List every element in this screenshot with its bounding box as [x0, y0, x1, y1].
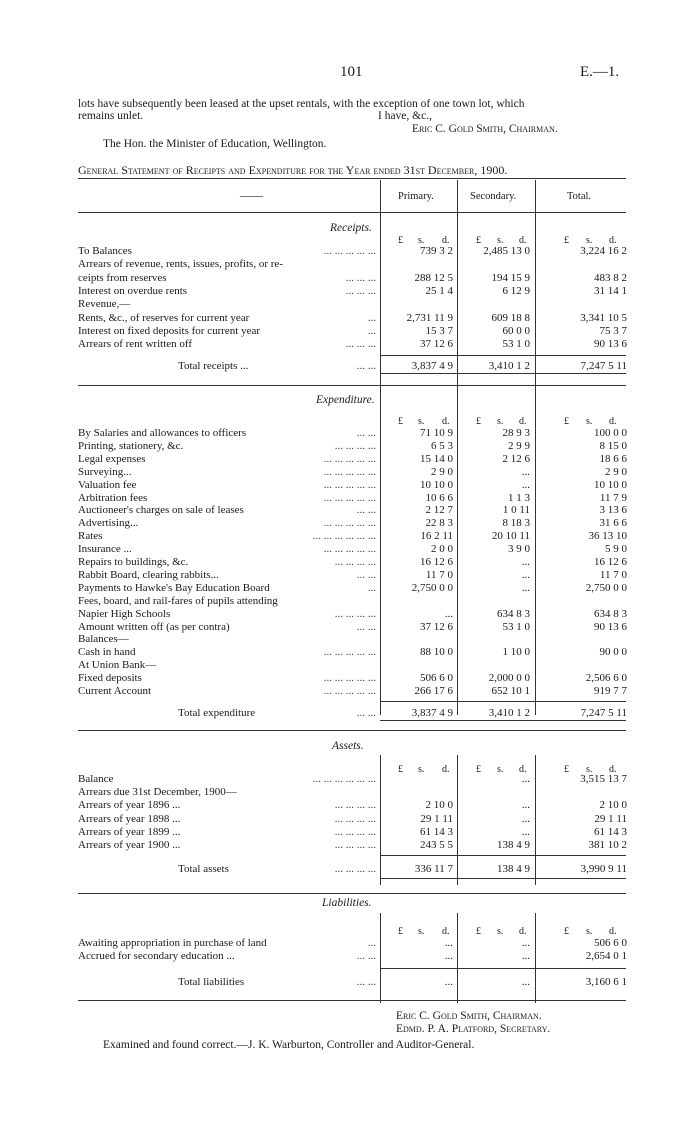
secondary-amount: 60 0 0	[502, 324, 530, 337]
total-amount: 90 13 6	[594, 338, 627, 351]
total-amount: 90 0 0	[599, 646, 627, 659]
statement-title: General Statement of Receipts and Expenditure for the Year ended 31st December, 1900.	[78, 163, 508, 177]
row-label: Revenue,—	[78, 298, 131, 311]
currency-unit-label: d.	[609, 416, 617, 427]
currency-unit-label: s.	[418, 764, 425, 775]
leader-dots: ... ... ... ... ...	[323, 685, 376, 697]
leader-dots: ... ... ... ...	[334, 863, 376, 875]
total-amount: 3,990 9 11	[580, 863, 627, 875]
row-label: Rents, &c., of reserves for current year	[78, 311, 250, 324]
total-amount: 18 6 6	[599, 452, 627, 465]
table-row	[0, 646, 700, 658]
column-header-secondary: Secondary.	[470, 191, 517, 202]
primary-amount: ...	[444, 607, 453, 620]
row-label: Rabbit Board, clearing rabbits...	[78, 568, 219, 581]
secondary-amount: 3,410 1 2	[488, 360, 530, 372]
leader-dots: ... ...	[356, 427, 376, 439]
document-reference: E.—1.	[580, 64, 620, 80]
table-row	[0, 543, 700, 555]
leader-dots: ... ...	[356, 568, 376, 581]
liabilities-top-rule	[78, 893, 626, 894]
expenditure-heading: Expenditure.	[316, 394, 375, 406]
table-row	[0, 659, 700, 671]
primary-amount: 71 10 9	[420, 427, 453, 439]
table-row	[0, 530, 700, 542]
primary-amount: ...	[444, 937, 453, 949]
leader-dots: ... ...	[356, 976, 376, 988]
total-amount: 16 12 6	[594, 556, 627, 568]
page-number: 101	[340, 64, 363, 80]
row-label: To Balances	[78, 245, 132, 257]
title-rule	[78, 178, 626, 179]
table-row	[0, 272, 700, 284]
leader-dots: ... ... ... ...	[334, 439, 376, 452]
secondary-amount: ...	[521, 825, 530, 838]
row-label: Arbitration fees	[78, 491, 148, 504]
total-amount: 8 15 0	[599, 439, 627, 452]
leader-dots: ...	[367, 324, 376, 337]
expenditure-top-rule	[78, 385, 626, 386]
primary-amount: 243 5 5	[420, 839, 453, 851]
assets-total-row	[0, 863, 700, 875]
total-amount: 29 1 11	[594, 812, 627, 825]
secondary-amount: 2,485 13 0	[483, 245, 530, 257]
table-row	[0, 621, 700, 633]
secondary-amount: 6 12 9	[502, 284, 530, 297]
row-label: At Union Bank—	[78, 659, 157, 672]
currency-unit-label: s.	[497, 416, 504, 427]
table-row	[0, 685, 700, 697]
secondary-amount: 1 0 11	[502, 504, 530, 517]
primary-amount: 10 10 0	[420, 478, 453, 491]
currency-unit-label: d.	[442, 235, 450, 246]
table-row	[0, 453, 700, 465]
currency-unit-label: d.	[442, 764, 450, 775]
leader-dots: ... ... ... ...	[334, 799, 376, 812]
row-label: Printing, stationery, &c.	[78, 439, 184, 452]
total-amount: 919 7 7	[594, 685, 627, 697]
leader-dots: ... ...	[356, 360, 376, 372]
leader-dots: ... ...	[356, 620, 376, 633]
secondary-amount: 652 10 1	[491, 685, 530, 697]
secondary-amount: ...	[521, 812, 530, 825]
subtotal-rule	[380, 878, 626, 879]
currency-unit-label: £	[476, 926, 481, 937]
leader-dots: ... ... ... ... ...	[323, 465, 376, 478]
row-label: Arrears of revenue, rents, issues, profits, or re-	[78, 258, 283, 271]
primary-amount: 15 14 0	[420, 452, 453, 465]
row-label: Payments to Hawke's Bay Education Board	[78, 581, 270, 594]
row-label: Repairs to buildings, &c.	[78, 556, 189, 568]
row-label: Napier High Schools	[78, 607, 171, 620]
row-label: Arrears of year 1900 ...	[78, 839, 181, 851]
currency-unit-label: £	[398, 926, 403, 937]
currency-unit-label: d.	[519, 235, 527, 246]
secondary-amount: 609 18 8	[491, 311, 530, 324]
primary-amount: 37 12 6	[420, 338, 453, 351]
table-row	[0, 799, 700, 811]
total-amount: 5 9 0	[605, 543, 627, 556]
total-amount: 634 8 3	[594, 607, 627, 620]
table-row	[0, 338, 700, 350]
subtotal-rule	[380, 968, 626, 969]
primary-amount: 22 8 3	[425, 517, 453, 530]
total-amount: 11 7 9	[599, 491, 627, 504]
secondary-amount: 8 18 3	[502, 517, 530, 530]
primary-amount: 10 6 6	[425, 491, 453, 504]
currency-unit-label: s.	[418, 235, 425, 246]
subtotal-rule	[380, 373, 626, 374]
primary-amount: 2 12 7	[425, 504, 453, 517]
receipts-heading: Receipts.	[330, 222, 372, 234]
total-amount: 75 3 7	[599, 324, 627, 337]
primary-amount: ...	[444, 950, 453, 962]
row-label: Balance	[78, 773, 114, 785]
total-amount: 506 6 0	[594, 937, 627, 949]
table-row	[0, 427, 700, 439]
secondary-amount: 2,000 0 0	[488, 672, 530, 685]
intro-signature: Eric C. Gold Smith, Chairman.	[412, 123, 558, 135]
column-header-total: Total.	[567, 191, 592, 202]
currency-unit-label: s.	[497, 764, 504, 775]
primary-amount: 266 17 6	[414, 685, 453, 697]
table-row	[0, 298, 700, 310]
total-amount: 36 13 10	[588, 530, 627, 543]
row-label: Arrears of year 1898 ...	[78, 812, 181, 825]
leader-dots: ... ...	[356, 950, 376, 962]
total-amount: 483 8 2	[594, 271, 627, 284]
row-label: Insurance ...	[78, 543, 132, 556]
table-row	[0, 582, 700, 594]
primary-amount: 11 7 0	[425, 568, 453, 581]
total-amount: 3,515 13 7	[580, 773, 627, 785]
table-row	[0, 826, 700, 838]
currency-unit-label: s.	[497, 235, 504, 246]
primary-amount: 16 2 11	[420, 530, 453, 543]
currency-unit-label: s.	[586, 926, 593, 937]
row-label: Amount written off (as per contra)	[78, 620, 230, 633]
table-row	[0, 504, 700, 516]
row-label: Accrued for secondary education ...	[78, 950, 235, 962]
currency-unit-label: d.	[442, 926, 450, 937]
leader-dots: ... ... ...	[345, 284, 376, 297]
table-row	[0, 813, 700, 825]
total-amount: 7,247 5 11	[580, 707, 627, 719]
secondary-amount: 634 8 3	[497, 607, 530, 620]
currency-unit-label: s.	[586, 235, 593, 246]
row-label: Cash in hand	[78, 646, 136, 659]
currency-unit-label: s.	[418, 416, 425, 427]
table-row	[0, 786, 700, 798]
intro-line-2: remains unlet.	[78, 110, 144, 122]
total-amount: 61 14 3	[594, 825, 627, 838]
total-amount: 3,341 10 5	[580, 311, 627, 324]
table-row	[0, 285, 700, 297]
primary-amount: 88 10 0	[420, 646, 453, 659]
total-amount: 381 10 2	[588, 839, 627, 851]
secondary-amount: 1 1 3	[508, 491, 530, 504]
secondary-amount: 53 1 0	[502, 338, 530, 351]
footer-auditor-note: Examined and found correct.—J. K. Warburton, Controller and Auditor-General.	[103, 1039, 475, 1051]
signature-chairman: Eric C. Gold Smith, Chairman.	[396, 1010, 542, 1022]
table-row	[0, 556, 700, 568]
row-label: Interest on fixed deposits for current year	[78, 324, 261, 337]
subtotal-rule	[380, 720, 626, 721]
liabilities-heading: Liabilities.	[322, 897, 372, 909]
currency-unit-label: £	[564, 926, 569, 937]
table-row	[0, 312, 700, 324]
currency-unit-label: s.	[586, 764, 593, 775]
secondary-amount: 138 4 9	[497, 839, 530, 851]
primary-amount: 61 14 3	[420, 825, 453, 838]
table-row	[0, 672, 700, 684]
liabilities-bottom-rule	[78, 1000, 626, 1001]
table-row	[0, 950, 700, 962]
table-row	[0, 633, 700, 645]
row-label: Valuation fee	[78, 478, 137, 491]
currency-unit-label: £	[398, 235, 403, 246]
secondary-amount: ...	[521, 976, 530, 988]
secondary-amount: 138 4 9	[497, 863, 530, 875]
currency-unit-label: £	[476, 764, 481, 775]
leader-dots: ... ... ... ...	[334, 839, 376, 851]
intro-line-1: lots have subsequently been leased at the upset rentals, with the exception of one town lot, which	[78, 98, 525, 110]
leader-dots: ... ... ... ... ...	[323, 517, 376, 530]
subtotal-rule	[380, 855, 626, 856]
column-header-dash: ——	[240, 190, 263, 202]
subtotal-rule	[380, 701, 626, 702]
intro-addressee: The Hon. the Minister of Education, Wellington.	[103, 138, 327, 150]
primary-amount: 2,750 0 0	[411, 581, 453, 594]
secondary-amount: 2 12 6	[502, 452, 530, 465]
leader-dots: ... ... ... ... ...	[323, 245, 376, 257]
leader-dots: ... ... ... ... ...	[323, 672, 376, 685]
leader-dots: ... ... ... ...	[334, 825, 376, 838]
secondary-amount: 1 10 0	[502, 646, 530, 659]
table-row	[0, 466, 700, 478]
row-label: Total liabilities	[178, 976, 245, 988]
total-amount: 3,224 16 2	[580, 245, 627, 257]
liabilities-total-row	[0, 976, 700, 988]
currency-unit-label: s.	[586, 416, 593, 427]
currency-unit-label: £	[564, 235, 569, 246]
total-amount: 31 14 1	[594, 284, 627, 297]
table-row	[0, 325, 700, 337]
primary-amount: 288 12 5	[414, 271, 453, 284]
table-row	[0, 595, 700, 607]
table-row	[0, 440, 700, 452]
table-row	[0, 479, 700, 491]
subtotal-rule	[380, 355, 626, 356]
primary-amount: 3,837 4 9	[411, 360, 453, 372]
primary-amount: 2 9 0	[431, 465, 453, 478]
row-label: Surveying...	[78, 465, 132, 478]
leader-dots: ... ...	[356, 707, 376, 719]
total-amount: 2,506 6 0	[585, 672, 627, 685]
primary-amount: 6 5 3	[431, 439, 453, 452]
row-label: Legal expenses	[78, 452, 146, 465]
row-label: Total receipts ...	[178, 360, 249, 372]
currency-unit-label: £	[398, 416, 403, 427]
leader-dots: ... ...	[356, 504, 376, 517]
row-label: Arrears due 31st December, 1900—	[78, 786, 237, 799]
table-row	[0, 517, 700, 529]
table-row	[0, 773, 700, 785]
row-label: Total assets	[178, 863, 229, 875]
leader-dots: ... ... ... ...	[334, 607, 376, 620]
secondary-amount: ...	[521, 568, 530, 581]
leader-dots: ... ... ... ... ...	[323, 543, 376, 556]
secondary-amount: 194 15 9	[491, 271, 530, 284]
secondary-amount: 53 1 0	[502, 620, 530, 633]
total-amount: 90 13 6	[594, 620, 627, 633]
row-label: ceipts from reserves	[78, 271, 167, 284]
leader-dots: ... ... ... ... ...	[323, 452, 376, 465]
secondary-amount: 20 10 11	[491, 530, 530, 543]
leader-dots: ...	[367, 311, 376, 324]
primary-amount: 25 1 4	[425, 284, 453, 297]
currency-unit-label: d.	[609, 764, 617, 775]
primary-amount: 2 0 0	[431, 543, 453, 556]
currency-unit-label: s.	[497, 926, 504, 937]
leader-dots: ... ... ...	[345, 271, 376, 284]
currency-unit-label: £	[564, 416, 569, 427]
currency-unit-label: s.	[418, 926, 425, 937]
leader-dots: ... ... ...	[345, 338, 376, 351]
row-label: Current Account	[78, 685, 152, 697]
assets-heading: Assets.	[332, 740, 364, 752]
primary-amount: 2 10 0	[425, 799, 453, 812]
table-row	[0, 492, 700, 504]
row-label: Total expenditure	[178, 707, 256, 719]
primary-amount: 37 12 6	[420, 620, 453, 633]
secondary-amount: ...	[521, 556, 530, 568]
leader-dots: ... ... ... ... ... ...	[312, 530, 376, 543]
primary-amount: 2,731 11 9	[406, 311, 453, 324]
row-label: Interest on overdue rents	[78, 284, 188, 297]
row-label: Fees, board, and rail-fares of pupils attending	[78, 594, 278, 607]
row-label: By Salaries and allowances to officers	[78, 427, 247, 439]
assets-top-rule	[78, 730, 626, 731]
currency-unit-label: d.	[519, 926, 527, 937]
secondary-amount: ...	[521, 950, 530, 962]
table-row	[0, 608, 700, 620]
currency-unit-label: £	[398, 764, 403, 775]
leader-dots: ... ... ... ...	[334, 556, 376, 568]
secondary-amount: ...	[521, 478, 530, 491]
currency-unit-label: £	[476, 416, 481, 427]
receipts-total-row	[0, 360, 700, 372]
secondary-amount: ...	[521, 937, 530, 949]
total-amount: 3 13 6	[599, 504, 627, 517]
total-amount: 2 9 0	[605, 465, 627, 478]
leader-dots: ... ... ... ... ...	[323, 491, 376, 504]
secondary-amount: ...	[521, 465, 530, 478]
primary-amount: 336 11 7	[414, 863, 453, 875]
currency-unit-label: d.	[609, 235, 617, 246]
table-row	[0, 258, 700, 270]
secondary-amount: 28 9 3	[502, 427, 530, 439]
total-amount: 3,160 6 1	[585, 976, 627, 988]
row-label: Arrears of rent written off	[78, 338, 193, 351]
leader-dots: ...	[367, 937, 376, 949]
currency-unit-label: £	[476, 235, 481, 246]
total-amount: 2 10 0	[599, 799, 627, 812]
total-amount: 11 7 0	[599, 568, 627, 581]
table-row	[0, 245, 700, 257]
table-row	[0, 937, 700, 949]
secondary-amount: 3,410 1 2	[488, 707, 530, 719]
expenditure-total-row	[0, 707, 700, 719]
intro-i-have: I have, &c.,	[378, 110, 432, 122]
currency-unit-label: £	[564, 764, 569, 775]
row-label: Auctioneer's charges on sale of leases	[78, 504, 244, 517]
table-row	[0, 569, 700, 581]
leader-dots: ... ... ... ... ...	[323, 478, 376, 491]
primary-amount: 16 12 6	[420, 556, 453, 568]
primary-amount: 15 3 7	[425, 324, 453, 337]
table-row	[0, 839, 700, 851]
column-header-primary: Primary.	[398, 191, 434, 202]
row-label: Balances—	[78, 633, 129, 646]
currency-unit-label: d.	[519, 764, 527, 775]
row-label: Fixed deposits	[78, 672, 142, 685]
primary-amount: 3,837 4 9	[411, 707, 453, 719]
row-label: Advertising...	[78, 517, 139, 530]
total-amount: 31 6 6	[599, 517, 627, 530]
primary-amount: 29 1 11	[420, 812, 453, 825]
row-label: Awaiting appropriation in purchase of land	[78, 937, 267, 949]
total-amount: 2,654 0 1	[585, 950, 627, 962]
secondary-amount: ...	[521, 773, 530, 785]
total-amount: 100 0 0	[594, 427, 627, 439]
total-amount: 10 10 0	[594, 478, 627, 491]
secondary-amount: 2 9 9	[508, 439, 530, 452]
total-amount: 2,750 0 0	[585, 581, 627, 594]
total-amount: 7,247 5 11	[580, 360, 627, 372]
leader-dots: ... ... ... ... ... ...	[312, 773, 376, 785]
leader-dots: ... ... ... ... ...	[323, 646, 376, 659]
primary-amount: 739 3 2	[420, 245, 453, 257]
currency-unit-label: d.	[442, 416, 450, 427]
currency-unit-label: d.	[609, 926, 617, 937]
row-label: Arrears of year 1899 ...	[78, 825, 181, 838]
primary-amount: 506 6 0	[420, 672, 453, 685]
secondary-amount: ...	[521, 799, 530, 812]
row-label: Rates	[78, 530, 103, 543]
leader-dots: ... ... ... ...	[334, 812, 376, 825]
signature-secretary: Edmd. P. A. Platford, Secretary.	[396, 1023, 551, 1035]
primary-amount: ...	[444, 976, 453, 988]
secondary-amount: ...	[521, 581, 530, 594]
header-rule	[78, 212, 626, 213]
currency-unit-label: d.	[519, 416, 527, 427]
leader-dots: ...	[367, 581, 376, 594]
row-label: Arrears of year 1896 ...	[78, 799, 181, 812]
secondary-amount: 3 9 0	[508, 543, 530, 556]
